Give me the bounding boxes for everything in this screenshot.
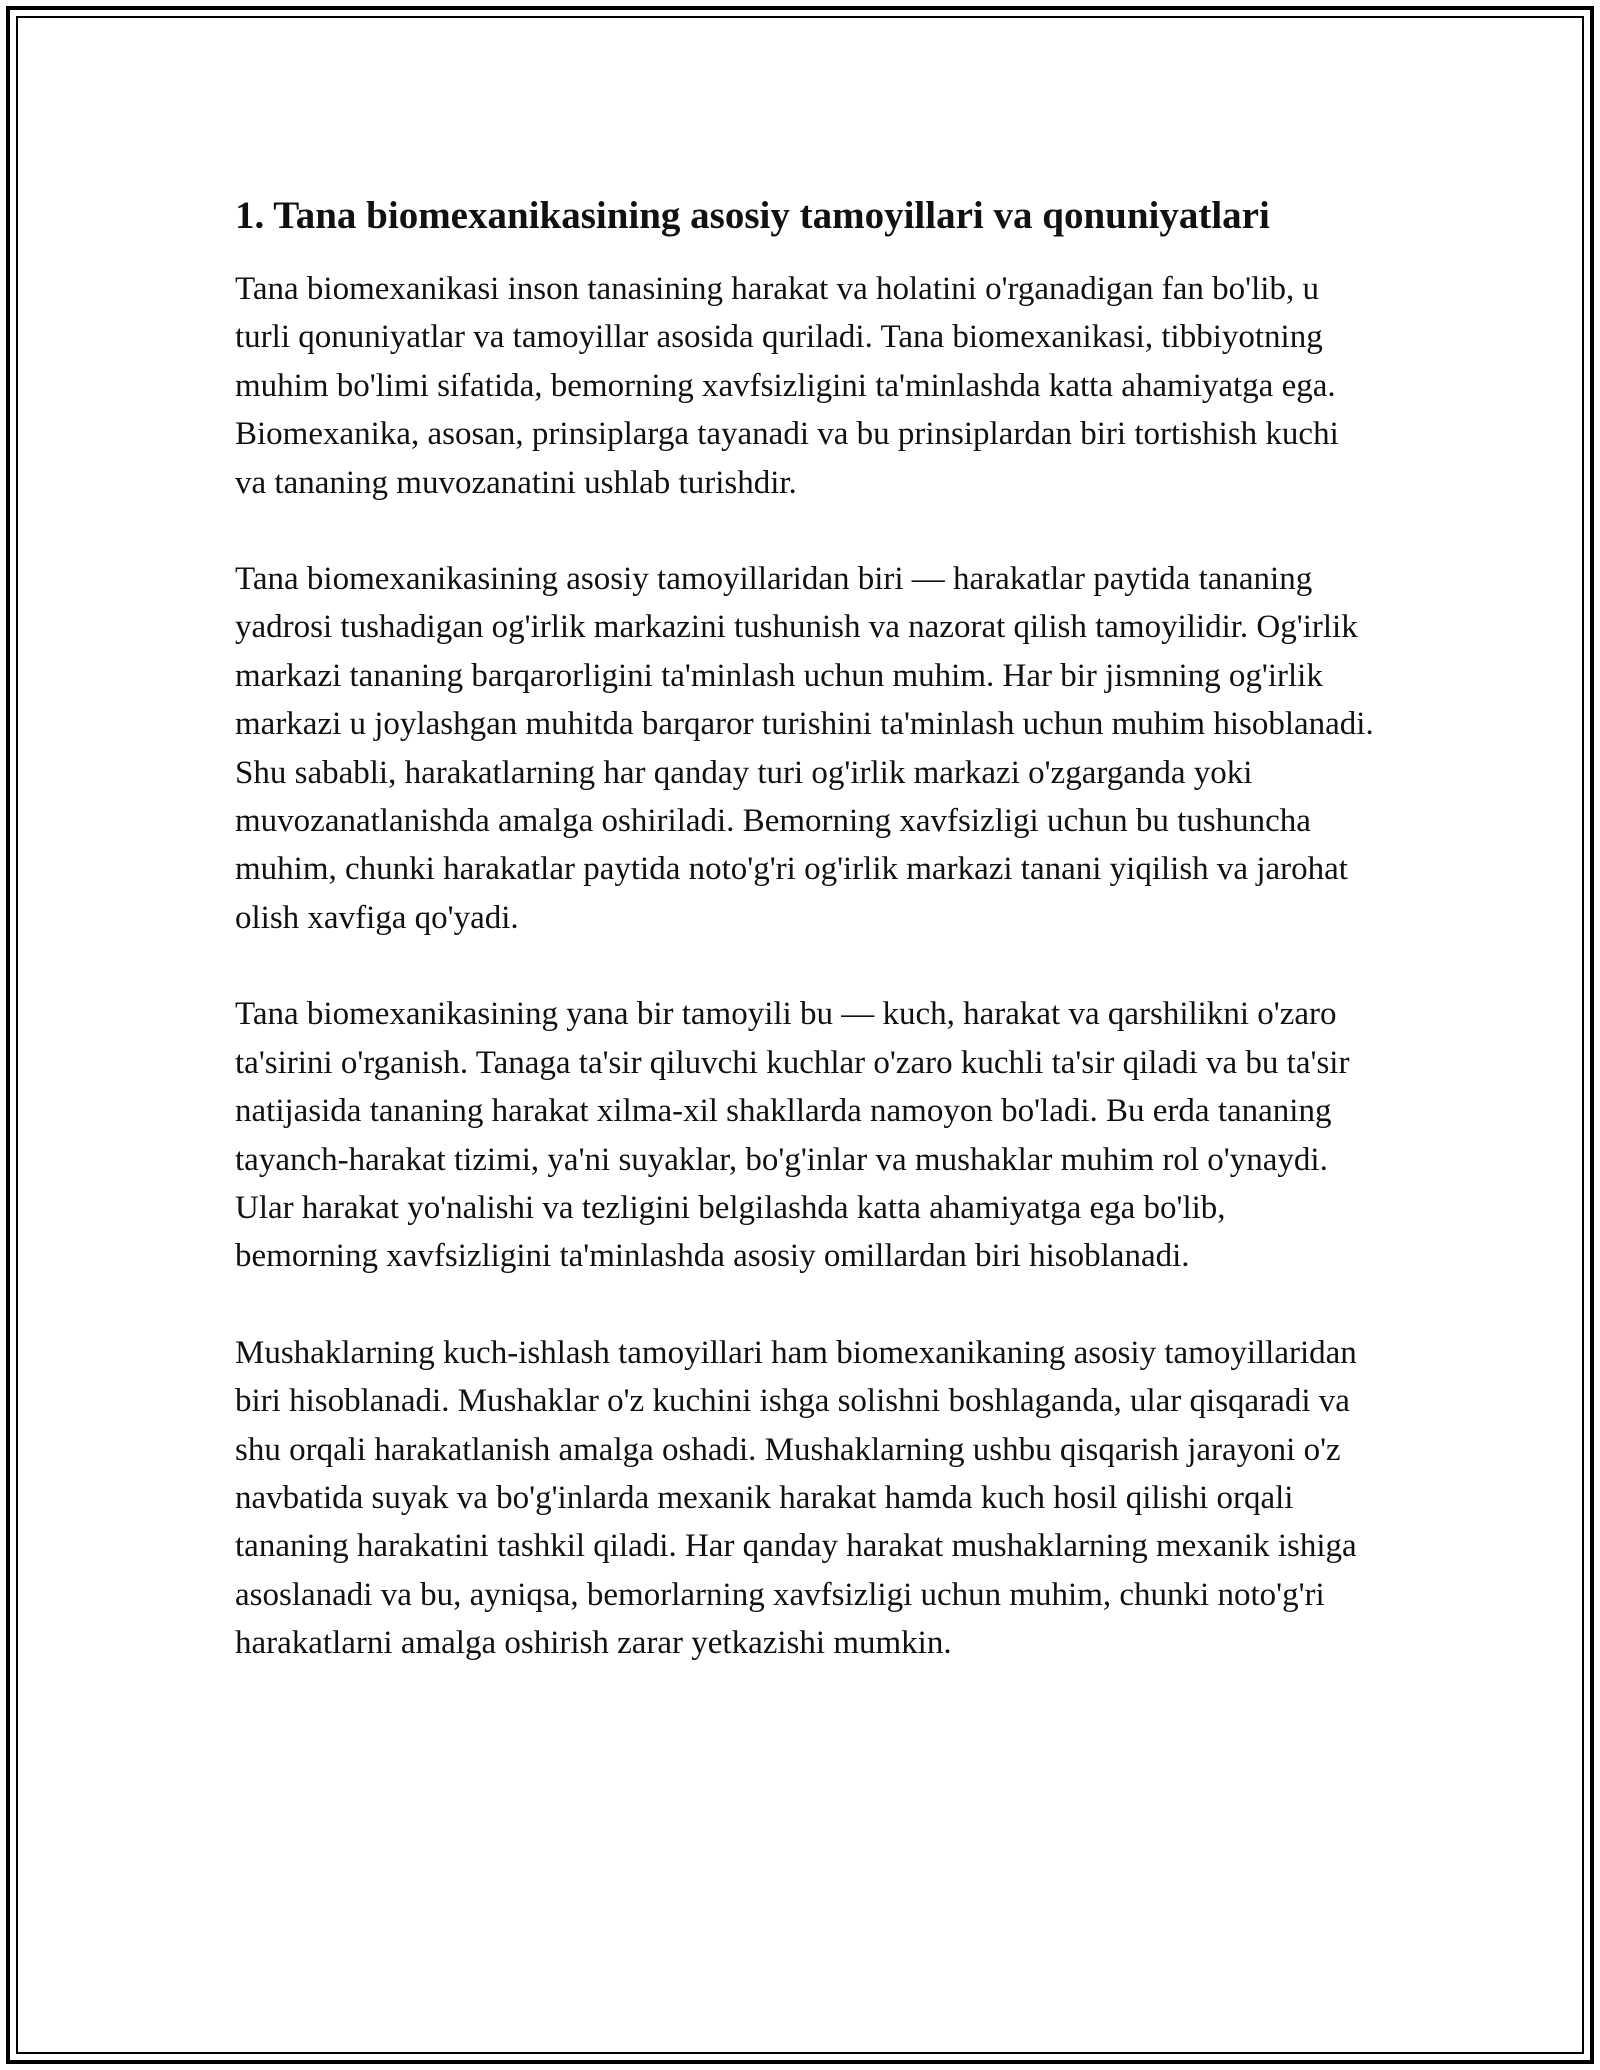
paragraph-3: Tana biomexanikasining yana bir tamoyili bu — kuch, harakat va qarshilikni o'zaro ta'sirini o'rganish. Tanaga ta'sir qiluvchi kuchlar o'zaro kuchli ta'sir qiladi va bu ta'sir natijasida tananing harakat xilma-xil shakllarda namoyon bo'ladi. Bu erda tananing tayanch-harakat tizimi, ya'ni suyaklar, bo'g'inlar va mushaklar muhim rol o'ynaydi. Ular harakat yo'nalishi va tezligini belgilashda katta ahamiyatga ega bo'lib, bemorning xavfsizligini ta'minlashda asosiy omillardan biri hisoblanadi. — [235, 996, 1350, 1275]
paragraph-2: Tana biomexanikasining asosiy tamoyillaridan biri — harakatlar paytida tananing yadrosi tushadigan og'irlik markazini tushunish va nazorat qilish tamoyilidir. Og'irlik markazi tananing barqarorligini ta'minlash uchun muhim. Har bir jismning og'irlik markazi u joylashgan muhitda barqaror turishini ta'minlash uchun muhim hisoblanadi. Shu sababli, harakatlarning har qanday turi og'irlik markazi o'zgarganda yoki muvozanatlanishda amalga oshiriladi. Bemorning xavfsizligi uchun bu tushuncha muhim, chunki harakatlar paytida noto'g'ri og'irlik markazi tanani yiqilish va jarohat olish xavfiga qo'yadi. — [235, 561, 1374, 936]
section-heading: 1. Tana biomexanikasining asosiy tamoyillari va qonuniyatlari — [235, 194, 1270, 237]
paragraph-1: Tana biomexanikasi inson tanasining harakat va holatini o'rganadigan fan bo'lib, u turli qonuniyatlar va tamoyillar asosida quriladi. Tana biomexanikasi, tibbiyotning muhim bo'limi sifatida, bemorning xavfsizligini ta'minlashda katta ahamiyatga ega. Biomexanika, asosan, prinsiplarga tayanadi va bu prinsiplardan biri tortishish kuchi va tananing muvozanatini ushlab turishdir. — [235, 271, 1339, 501]
document-body — [235, 190, 1375, 1668]
paragraph-4: Mushaklarning kuch-ishlash tamoyillari ham biomexanikaning asosiy tamoyillaridan biri hisoblanadi. Mushaklar o'z kuchini ishga solishni boshlaganda, ular qisqaradi va shu orqali harakatlanish amalga oshadi. Mushaklarning ushbu qisqarish jarayoni o'z navbatida suyak va bo'g'inlarda mexanik harakat hamda kuch hosil qilishi orqali tananing harakatini tashkil qiladi. Har qanday harakat mushaklarning mexanik ishiga asoslanadi va bu, ayniqsa, bemorlarning xavfsizligi uchun muhim, chunki noto'g'ri harakatlarni amalga oshirish zarar yetkazishi mumkin. — [235, 1334, 1357, 1662]
